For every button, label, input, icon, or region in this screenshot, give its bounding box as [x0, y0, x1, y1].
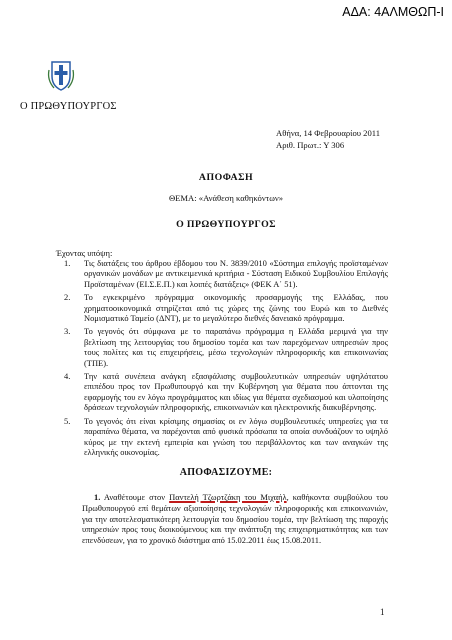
list-item	[56, 326, 388, 368]
hellenic-coat-of-arms-icon	[46, 60, 76, 92]
office-name: Ο ΠΡΩΘΥΠΟΥΡΓΟΣ	[20, 101, 117, 112]
list-item	[56, 371, 388, 413]
item-number: 1.	[64, 258, 71, 268]
list-item	[56, 416, 388, 458]
decision-text: , καθήκοντα συμβούλου του Πρωθυπουργού επί θεμάτων αξιοποίησης τεχνολογιών πληροφορικής και επικοινωνιών, για την αποτελεσματικότερη λειτουργία του δημοσίου τομέα, την βελτίωση της παροχής υπηρεσιών προς τους διοικούμενους και την ανάπτυξη της επιχειρηματικότητας και των επενδύσεων, για το χρονικό διάστημα από 15.02.2011 έως 15.08.2011.	[82, 492, 388, 546]
date-protocol-block	[276, 128, 380, 151]
item-text: Τις διατάξεις του άρθρου έβδομου του Ν. 3839/2010 «Σύστημα επιλογής προϊσταμένων οργανικών μονάδων με αντικειμενικά κριτήρια - Σύσταση Ειδικού Συμβουλίου Επιλογής Προϊσταμένων (ΕΙ.Σ.Ε.Π.) και λοιπές διατάξεις» (ΦΕΚ Α΄ 51).	[84, 258, 388, 289]
issuer-heading: Ο ΠΡΩΘΥΠΟΥΡΓΟΣ	[176, 219, 276, 230]
decision-number: 1.	[94, 492, 101, 502]
item-number: 3.	[64, 326, 71, 337]
item-number: 4.	[64, 371, 71, 382]
ada-code: ΑΔΑ: 4ΑΛΜΘΩΠ-Ι	[342, 5, 444, 19]
date-line: Αθήνα, 14 Φεβρουαρίου 2011	[276, 128, 381, 138]
considering-intro: Έχοντας υπόψη:	[56, 248, 113, 258]
list-item	[56, 292, 388, 323]
protocol-line: Αριθ. Πρωτ.: Υ 306	[276, 139, 345, 150]
item-number: 2.	[64, 292, 71, 303]
decision-paragraph	[82, 492, 388, 546]
decide-heading: ΑΠΟΦΑΣΙΖΟΥΜΕ:	[179, 467, 273, 478]
item-text: Την κατά συνέπεια ανάγκη εξασφάλισης συμβουλευτικών υπηρεσιών υψηλότατου επιπέδου προς τον Πρωθυπουργό και την Κυβέρνηση για θέματα που άπτονται της εφαρμογής του εν λόγω προγράμματος και ιδίως για θέματα σχεδιασμού και υλοποίησης δράσεων τεχνολογιών πληροφορικής, επικοινωνιών και ηλεκτρονικής διακυβέρνησης.	[84, 371, 388, 413]
document-title: ΑΠΟΦΑΣΗ	[198, 172, 254, 183]
item-number: 5.	[64, 415, 71, 426]
appointee-name: Παντελή Τζωρτζάκη του Μιχαήλ	[169, 492, 287, 502]
decision-lead: Αναθέτουμε στον	[103, 492, 170, 502]
considerations-list	[56, 258, 388, 460]
page-number: 1	[380, 607, 385, 617]
item-text: Το γεγονός ότι σύμφωνα με το παραπάνω πρόγραμμα η Ελλάδα μεριμνά για την βελτίωση της λειτουργίας του δημοσίου τομέα και των παρεχόμενων υπηρεσιών προς τους πολίτες και τις επιχειρήσεις, μέσω τεχνολογιών πληροφορικής και επικοινωνίας (ΤΠΕ).	[84, 326, 388, 368]
item-text: Το εγκεκριμένο πρόγραμμα οικονομικής προσαρμογής της Ελλάδας, που χρηματοοικονομικά στηρίζεται από τις χώρες της ζώνης του Ευρώ και το Διεθνές Νομισματικό Ταμείο (ΔΝΤ), με το μεγαλύτερο διεθνές δανειακό πρόγραμμα.	[84, 292, 388, 324]
document-subject: ΘΕΜΑ: «Ανάθεση καθηκόντων»	[168, 193, 284, 203]
list-item	[56, 258, 388, 289]
item-text: Το γεγονός ότι είναι κρίσιμης σημασίας οι εν λόγω συμβουλευτικές υπηρεσίες για τα παραπάνω θέματα, να παρέχονται από φυσικά πρόσωπα τα οποία συνδυάζουν το υψηλό κύρος με την εκτενή εμπειρία και γνώση του περιβάλλοντος και των αναγκών της ελληνικής οικονομίας.	[84, 415, 388, 457]
